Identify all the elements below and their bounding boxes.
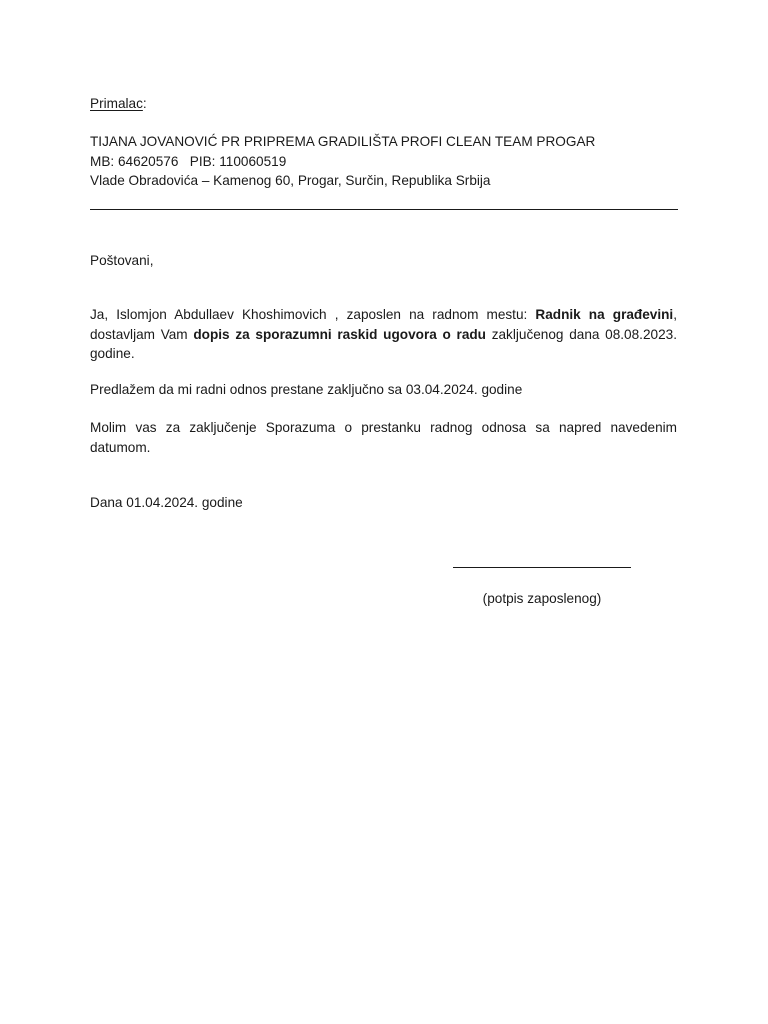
document-date: Dana 01.04.2024. godine — [90, 495, 243, 510]
recipient-name: TIJANA JOVANOVIĆ PR PRIPREMA GRADILIŠTA PROFI CLEAN TEAM PROGAR — [90, 134, 596, 149]
paragraph-termination-date: Predlažem da mi radni odnos prestane zaključno sa 03.04.2024. godine — [90, 382, 523, 397]
paragraph1-part1: Ja, Islomjon Abdullaev Khoshimovich , zaposlen na radnom mestu: — [90, 307, 536, 322]
recipient-info — [90, 132, 677, 191]
signature-line — [453, 567, 631, 568]
document-subject: dopis za sporazumni raskid ugovora o radu — [193, 326, 486, 342]
paragraph1-part2: , dostavljam Vam — [90, 307, 677, 342]
recipient-address: Vlade Obradovića – Kamenog 60, Progar, Surčin, Republika Srbija — [90, 173, 491, 188]
paragraph-request-agreement: Molim vas za zaključenje Sporazuma o prestanku radnog odnosa sa napred navedenim datumom. — [90, 420, 677, 455]
paragraph-employee-request — [90, 305, 677, 364]
recipient-label-line — [90, 94, 677, 114]
greeting: Poštovani, — [90, 253, 154, 268]
recipient-ids: MB: 64620576 PIB: 110060519 — [90, 153, 287, 169]
header-divider — [90, 209, 678, 210]
job-position: Radnik na građevini — [535, 307, 674, 322]
recipient-label: Primalac — [90, 96, 143, 111]
recipient-label-colon: : — [142, 96, 147, 111]
paragraph1-part3: zaključenog dana 08.08.2023. godine. — [90, 326, 677, 361]
signature-caption: (potpis zaposlenog) — [482, 591, 602, 606]
